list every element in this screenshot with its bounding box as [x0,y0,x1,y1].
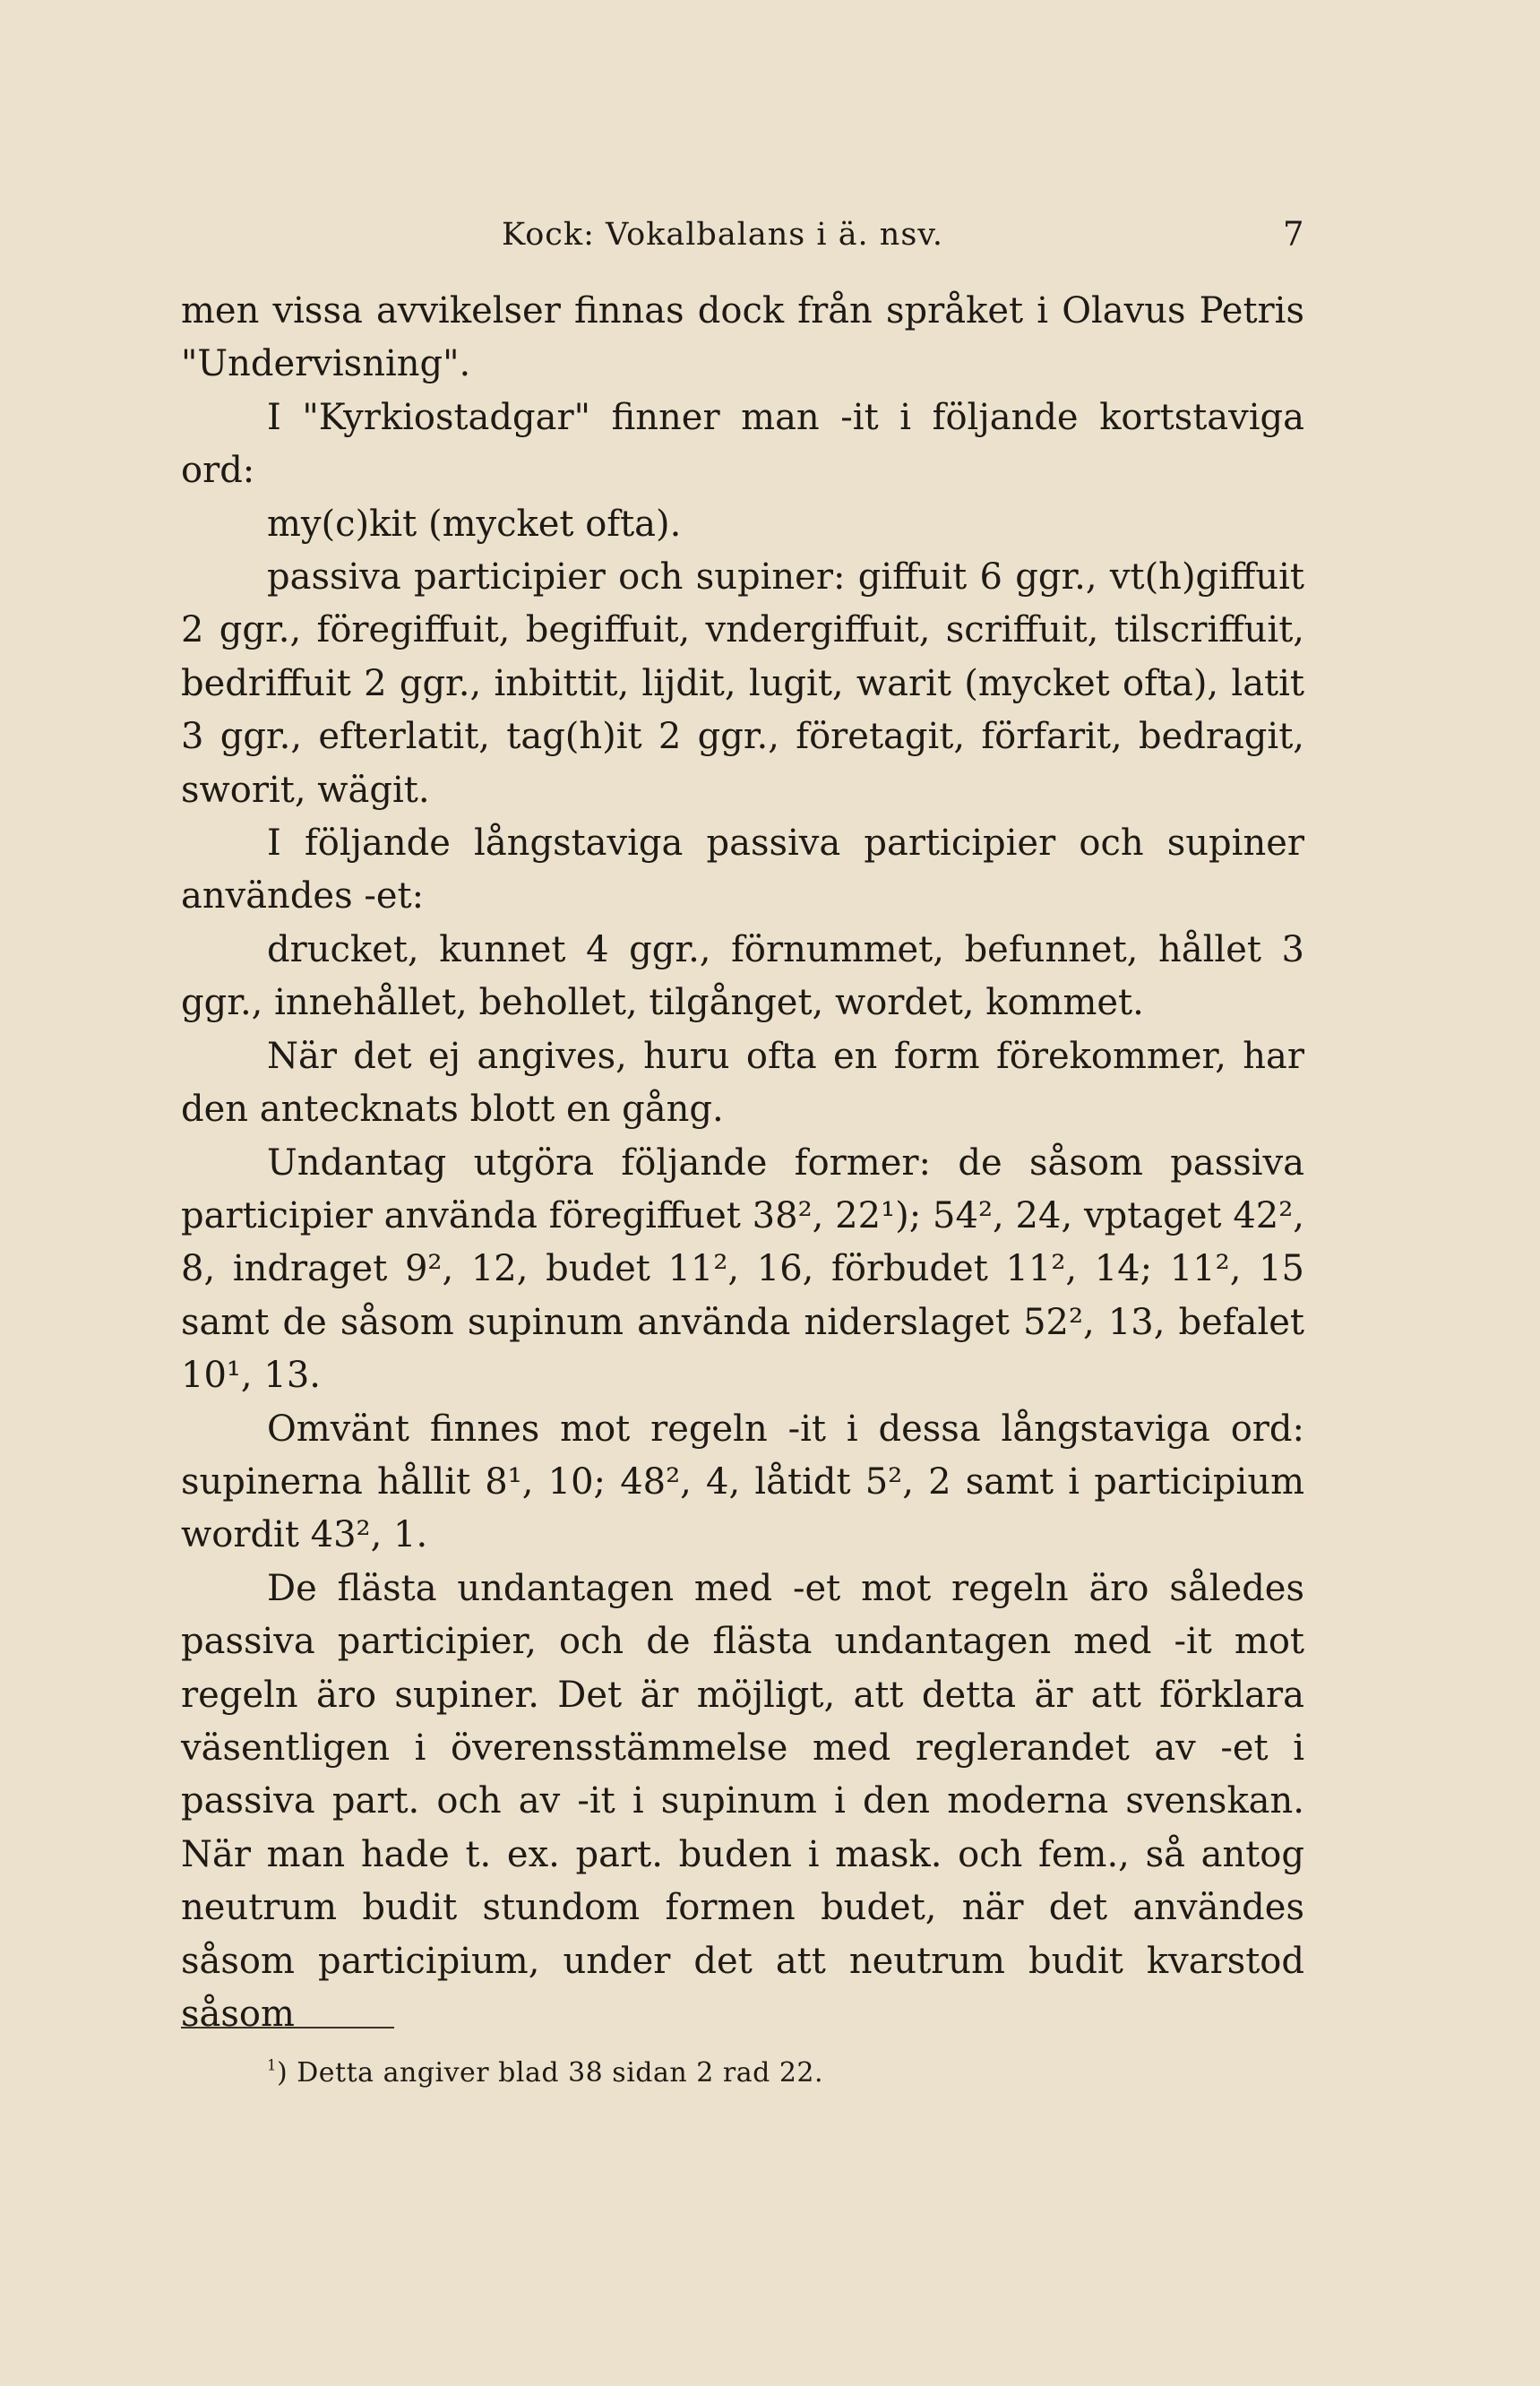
footnote [267,2057,823,2089]
footnote-text: ) Detta angiver blad 38 sidan 2 rad 22. [277,2057,824,2089]
paragraph-6: drucket, kunnet 4 ggr., förnummet, befunnet, hållet 3 ggr., innehållet, behollet, tilgånget, wordet, kommet. [181,928,1304,1024]
paragraph-8: Undantag utgöra följande former: de såsom passiva participier använda föregiffuet 38², 22¹); 54², 24, vptaget 42², 8, indraget 9², 12, budet 11², 16, förbudet 11², 14; 11², 15 samt de såsom supinum använda niderslaget 52², 13, befalet 10¹, 13. [181,1141,1304,1397]
paragraph-3: my(c)kit (mycket ofta). [267,503,682,545]
page-number: 7 [1283,215,1304,254]
body-text [181,285,1304,2041]
paragraph-9: Omvänt finnes mot regeln -it i dessa långstaviga ord: supinerna hållit 8¹, 10; 48², 4, låtidt 5², 2 samt i participium wordit 43², 1. [181,1408,1304,1556]
running-head: Kock: Vokalbalans i ä. nsv. [502,217,944,253]
paragraph-2: I "Kyrkiostadgar" finner man -it i följande kortstaviga ord: [181,396,1304,492]
paragraph-10: De flästa undantagen med -et mot regeln äro således passiva participier, och de flästa undantagen med -it mot regeln äro supiner. Det är möjligt, att detta är att förklara väsentligen i överensstämmelse med reglerandet av -et i passiva part. och av -it i supinum i den moderna svenskan. När man hade t. ex. part. buden i mask. och fem., så antog neutrum budit stundom formen budet, när det användes såsom participium, under det att neutrum budit kvarstod såsom [181,1567,1304,2035]
paragraph-1: men vissa avvikelser finnas dock från språket i Olavus Petris "Undervisning". [181,290,1304,385]
paragraph-5: I följande långstaviga passiva participier och supiner användes -et: [181,823,1304,917]
paragraph-7: När det ej angives, huru ofta en form förekommer, har den antecknats blott en gång. [181,1035,1304,1131]
footnote-rule [181,2027,394,2029]
footnote-marker: 1 [267,2056,277,2074]
paragraph-4: passiva participier och supiner: giffuit 6 ggr., vt(h)giffuit 2 ggr., föregiffuit, begiffuit, vndergiffuit, scriffuit, tilscriffuit, bedriffuit 2 ggr., inbittit, lijdit, lugit, warit (mycket ofta), latit 3 ggr., efterlatit, tag(h)it 2 ggr., företagit, förfarit, bedragit, sworit, wägit. [181,556,1304,811]
